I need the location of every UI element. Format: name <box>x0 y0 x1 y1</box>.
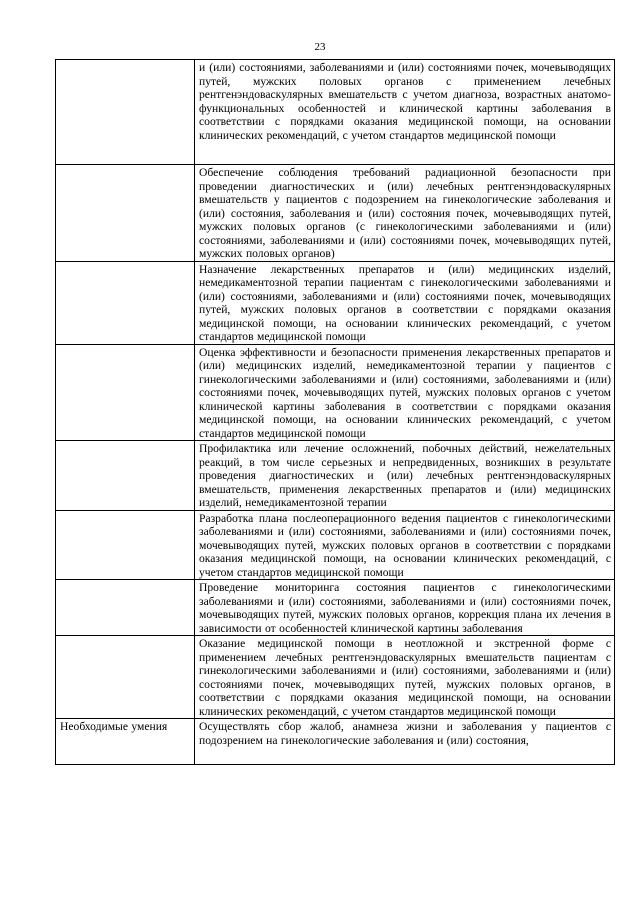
row-text: Оценка эффективности и безопасности применения лекарственных препаратов и (или) медицинских изделий, немедикаментозной терапии у пациентов с гинекологическими заболеваниями и (или) состояниями, заболеваниями и (или) состояниями почек, мочевыводящих путей, мужских половых органов с учетом клинической картины заболевания в соответствии с порядками оказания медицинской помощи, на основании клинических рекомендаций, с учетом стандартов медицинской помощи <box>195 344 615 441</box>
competency-table <box>55 59 615 765</box>
table-row <box>56 344 615 441</box>
row-text: Проведение мониторинга состояния пациентов с гинекологическими заболеваниями и (или) состояниями, заболеваниями и (или) состояниями почек, мочевыводящих путей, мужских половых органов, коррекция плана их лечения в зависимости от особенностей клинической картины заболевания <box>195 580 615 636</box>
row-label <box>56 441 195 511</box>
table-row <box>56 261 615 344</box>
row-text: Назначение лекарственных препаратов и (или) медицинских изделий, немедикаментозной терапии пациентам с гинекологическими заболеваниями и (или) состояниями, заболеваниями и (или) состояниями почек, мочевыводящих путей, мужских половых органов в соответствии с порядками оказания медицинской помощи, на основании клинических рекомендаций, с учетом стандартов медицинской помощи <box>195 261 615 344</box>
row-label <box>56 165 195 262</box>
row-text-content: Осуществлять сбор жалоб, анамнеза жизни и заболевания у пациентов с подозрением на гинекологические заболевания и (или) состояния, <box>199 720 611 747</box>
row-text: и (или) состояниями, заболеваниями и (или) состояниями почек, мочевыводящих путей, мужских половых органов с применением лечебных рентгенэндоваскулярных вмешательств с учетом диагноза, возрастных анатомо-функциональных особенностей и клинической картины заболевания в соответствии с порядками оказания медицинской помощи, на основании клинических рекомендаций, с учетом стандартов медицинской помощи <box>195 60 615 165</box>
table-row <box>56 580 615 636</box>
table-row <box>56 60 615 165</box>
row-text: Оказание медицинской помощи в неотложной и экстренной форме с применением лечебных рентгенэндоваскулярных вмешательств пациентам с гинекологическими заболеваниями и (или) состояниями, заболеваниями и (или) состояниями почек, мочевыводящих путей, мужских половых органов, в соответствии с порядками оказания медицинской помощи, на основании клинических рекомендаций, с учетом стандартов медицинской помощи <box>195 636 615 719</box>
table-row <box>56 636 615 719</box>
page-number: 23 <box>314 41 326 53</box>
row-text: Разработка плана послеоперационного ведения пациентов с гинекологическими заболеваниями и (или) состояниями, заболеваниями и (или) состояниями почек, мочевыводящих путей, мужских половых органов в соответствии с порядками оказания медицинской помощи, на основании клинических рекомендаций, с учетом стандартов медицинской помощи <box>195 510 615 580</box>
table-row <box>56 719 615 765</box>
row-label <box>56 580 195 636</box>
row-label-required-skills: Необходимые умения <box>56 719 195 765</box>
row-label <box>56 344 195 441</box>
row-label <box>56 261 195 344</box>
row-text: Профилактика или лечение осложнений, побочных действий, нежелательных реакций, в том числе серьезных и непредвиденных, возникших в результате проведения диагностических и (или) лечебных рентгенэндоваскулярных вмешательств, применения лекарственных препаратов и (или) медицинских изделий, немедикаментозной терапии <box>195 441 615 511</box>
row-text: Обеспечение соблюдения требований радиационной безопасности при проведении диагностических и (или) лечебных рентгенэндоваскулярных вмешательств у пациентов с подозрением на гинекологические заболевания и (или) состояния, заболевания и (или) состояния почек, мочевыводящих путей, мужских половых органов (с гинекологическими заболеваниями и (или) состояниями, заболеваниями и (или) состояниями почек, мочевыводящих путей, мужских половых органов) <box>195 165 615 262</box>
table-row <box>56 165 615 262</box>
row-label <box>56 510 195 580</box>
table-row <box>56 510 615 580</box>
table-row <box>56 441 615 511</box>
row-label <box>56 636 195 719</box>
row-text <box>195 719 615 765</box>
row-label <box>56 60 195 165</box>
